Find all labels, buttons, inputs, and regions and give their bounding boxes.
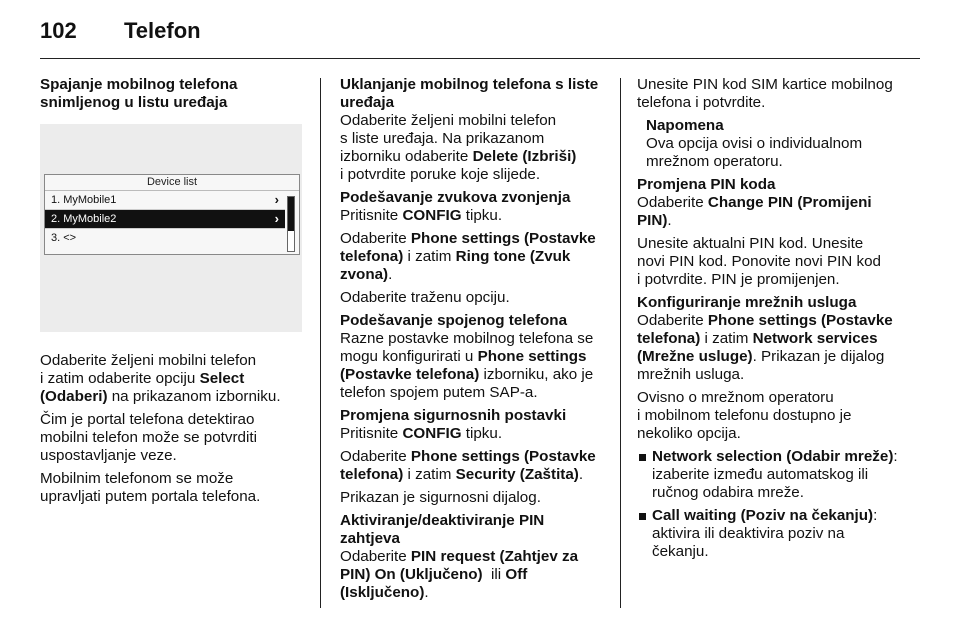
text-line: izaberite između automatskog ili: [652, 466, 869, 483]
device-name: 3. <>: [51, 232, 77, 244]
heading-line: uređaja: [340, 94, 395, 111]
text-line: Odaberite: [340, 230, 411, 247]
paragraph: [40, 470, 302, 506]
text-line: i potvrdite. PIN je promijenjen.: [637, 271, 840, 288]
text-line: izborniku, ako je: [479, 366, 594, 383]
menu-term: Ring tone (Zvuk: [455, 248, 571, 265]
text-line: Čim je portal telefona detektirao: [40, 411, 255, 428]
section-heading: Konfiguriranje mrežnih usluga: [637, 294, 857, 311]
text-line: mogu konfigurirati u: [340, 348, 478, 365]
device-name: 2. MyMobile2: [51, 213, 117, 225]
column-1: [40, 76, 302, 511]
text-line: Odaberite: [340, 448, 411, 465]
section-heading: Promjena sigurnosnih postavki: [340, 407, 567, 424]
text-line: izborniku odaberite: [340, 148, 473, 165]
text-line: i zatim: [403, 248, 456, 265]
text-line: .: [578, 466, 584, 483]
text-line: na prikazanom izborniku.: [107, 388, 281, 405]
text-line: . Prikazan je dijalog: [752, 348, 885, 365]
section-heading: Promjena PIN koda: [637, 176, 776, 193]
text-line: :: [893, 448, 898, 465]
paragraph: [340, 207, 608, 225]
note-heading: Napomena: [646, 117, 724, 134]
text-line: Pritisnite: [340, 207, 403, 224]
text-line: mrežnom operatoru.: [646, 153, 783, 170]
paragraph: [40, 411, 302, 465]
menu-term: telefona): [340, 248, 404, 265]
text-line: i zatim odaberite opciju: [40, 370, 200, 387]
text-line: nekoliko opcija.: [637, 425, 741, 442]
section-heading: [340, 76, 608, 112]
column-divider: [620, 78, 621, 608]
device-list-item[interactable]: [45, 229, 285, 247]
chevron-right-icon: ›: [274, 192, 279, 207]
paragraph: Prikazan je sigurnosni dijalog.: [340, 489, 541, 506]
bullet-square-icon: [639, 513, 646, 520]
menu-term: PIN request (Zahtjev za: [410, 548, 579, 565]
section-heading: [40, 76, 302, 112]
text-line: uspostavljanje veze.: [40, 447, 177, 464]
page-header: [40, 18, 201, 44]
scrollbar-thumb[interactable]: [288, 197, 294, 231]
text-line: Odaberite: [637, 312, 708, 329]
menu-term: PIN) On (Uključeno): [340, 566, 483, 583]
section-heading: Aktiviranje/deaktiviranje PIN zahtjeva: [340, 512, 545, 547]
text-line: Unesite aktualni PIN kod. Unesite: [637, 235, 864, 252]
paragraph: Odaberite traženu opciju.: [340, 289, 510, 306]
paragraph: [637, 389, 905, 443]
text-line: Unesite PIN kod SIM kartice mobilnog: [637, 76, 893, 93]
header-rule: [40, 58, 920, 59]
text-line: s liste uređaja. Na prikazanom: [340, 130, 545, 147]
paragraph: [637, 235, 905, 289]
device-list-title: Device list: [45, 175, 299, 191]
text-line: mobilni telefon može se potvrditi: [40, 429, 257, 446]
text-line: čekanju.: [652, 543, 709, 560]
menu-term: telefona): [340, 466, 404, 483]
text-line: novi PIN kod. Ponovite novi PIN kod: [637, 253, 881, 270]
menu-term: Phone settings (Postavke: [410, 448, 596, 465]
menu-term: zvona): [340, 266, 389, 283]
text-line: ručnog odabira mreže.: [652, 484, 804, 501]
text-line: aktivira ili deaktivira poziv na: [652, 525, 845, 542]
menu-term: (Odaberi): [40, 388, 108, 405]
text-line: .: [424, 584, 429, 601]
text-line: i potvrdite poruke koje slijede.: [340, 166, 541, 183]
menu-term: (Isključeno): [340, 584, 425, 601]
paragraph: [637, 194, 905, 230]
bullet-item: [637, 507, 905, 561]
text-line: telefona i potvrdite.: [637, 94, 766, 111]
paragraph: [40, 352, 302, 406]
device-name: 1. MyMobile1: [51, 194, 117, 206]
text-line: telefon spojem putem SAP-a.: [340, 384, 538, 401]
text-line: :: [873, 507, 878, 524]
menu-term: Network services: [752, 330, 878, 347]
text-line: Odaberite: [340, 548, 411, 565]
menu-term: Call waiting (Poziv na čekanju): [652, 507, 874, 524]
text-line: ili: [482, 566, 506, 583]
device-list-item-selected[interactable]: [45, 210, 285, 229]
paragraph: [340, 448, 608, 484]
text-line: Odaberite željeni mobilni telefon: [40, 352, 257, 369]
menu-term: CONFIG: [402, 207, 462, 224]
text-line: tipku.: [461, 425, 503, 442]
device-list-item[interactable]: [45, 191, 285, 210]
menu-term: CONFIG: [402, 425, 462, 442]
text-line: Razne postavke mobilnog telefona se: [340, 330, 594, 347]
heading-line: snimljenog u listu uređaja: [40, 94, 228, 111]
text-line: Mobilnim telefonom se može: [40, 470, 234, 487]
text-line: .: [388, 266, 393, 283]
menu-term: Phone settings (Postavke: [707, 312, 893, 329]
text-line: Odaberite: [637, 194, 708, 211]
paragraph: [637, 312, 905, 384]
text-line: i zatim: [403, 466, 456, 483]
menu-term: Select: [199, 370, 245, 387]
column-divider: [320, 78, 321, 608]
menu-term: (Postavke telefona): [340, 366, 480, 383]
text-line: i mobilnom telefonu dostupno je: [637, 407, 852, 424]
bullet-square-icon: [639, 454, 646, 461]
column-2: [340, 76, 608, 607]
menu-term: telefona): [637, 330, 701, 347]
paragraph: [340, 548, 608, 602]
text-line: Odaberite željeni mobilni telefon: [340, 112, 557, 129]
paragraph: [637, 76, 905, 112]
menu-term: Delete (Izbriši): [472, 148, 577, 165]
menu-term: (Mrežne usluge): [637, 348, 753, 365]
menu-term: Phone settings: [477, 348, 587, 365]
menu-term: Network selection (Odabir mreže): [652, 448, 894, 465]
menu-term: Security (Zaštita): [455, 466, 579, 483]
paragraph: [340, 230, 608, 284]
bullet-item: [637, 448, 905, 502]
menu-term: PIN): [637, 212, 668, 229]
text-line: tipku.: [461, 207, 503, 224]
text-line: mrežnih usluga.: [637, 366, 745, 383]
chapter-title: Telefon: [124, 18, 201, 43]
menu-term: Phone settings (Postavke: [410, 230, 596, 247]
paragraph: [340, 425, 608, 443]
device-list-screenshot: [40, 124, 302, 332]
paragraph: [340, 112, 608, 184]
note-box: [646, 117, 905, 171]
section-heading: Podešavanje zvukova zvonjenja: [340, 189, 571, 206]
text-line: i zatim: [700, 330, 753, 347]
text-line: Ovisno o mrežnom operatoru: [637, 389, 834, 406]
device-list-panel: [44, 174, 300, 255]
scrollbar[interactable]: [287, 196, 295, 252]
heading-line: Spajanje mobilnog telefona: [40, 76, 238, 93]
paragraph: [340, 330, 608, 402]
text-line: Ova opcija ovisi o individualnom: [646, 135, 863, 152]
menu-term: Change PIN (Promijeni: [707, 194, 872, 211]
page-number: 102: [40, 18, 77, 43]
text-line: upravljati putem portala telefona.: [40, 488, 261, 505]
text-line: .: [667, 212, 672, 229]
text-line: Pritisnite: [340, 425, 403, 442]
section-heading: Podešavanje spojenog telefona: [340, 312, 568, 329]
heading-line: Uklanjanje mobilnog telefona s liste: [340, 76, 599, 93]
column-3: [637, 76, 905, 566]
chevron-right-icon: ›: [274, 211, 279, 226]
menu-term: Off: [505, 566, 528, 583]
